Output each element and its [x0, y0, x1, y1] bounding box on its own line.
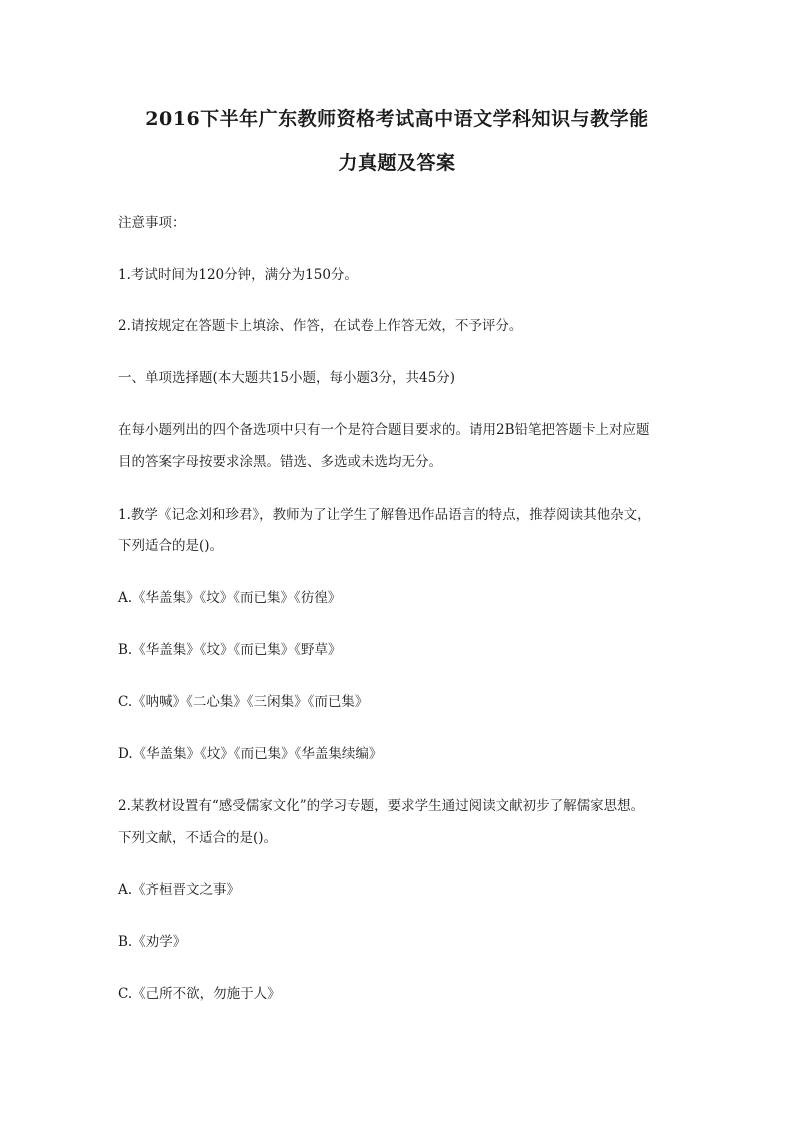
- question-1-option-c: C.《呐喊》《二心集》《三闲集》《而已集》: [118, 694, 369, 710]
- question-1-option-b: B.《华盖集》《坟》《而已集》《野草》: [118, 642, 342, 658]
- document-title-line-2: 力真题及答案: [338, 152, 456, 174]
- notice-heading: 注意事项：: [118, 215, 186, 231]
- question-2-option-b: B.《劝学》: [118, 934, 187, 950]
- question-1-option-d: D.《华盖集》《坟》《而已集》《华盖集续编》: [118, 746, 383, 762]
- document-title-line-1: 2016下半年广东教师资格考试高中语文学科知识与教学能: [145, 108, 649, 130]
- question-2-stem-line-2: 下列文献，不适合的是()。: [118, 830, 278, 846]
- question-2-stem-line-1: 2.某教材设置有“感受儒家文化”的学习专题，要求学生通过阅读文献初步了解儒家思想。: [118, 798, 645, 814]
- section-heading: 一、单项选择题(本大题共15小题，每小题3分，共45分): [118, 370, 455, 386]
- question-2-option-a: A.《齐桓晋文之事》: [118, 882, 241, 898]
- question-1-stem-line-2: 下列适合的是()。: [118, 538, 224, 554]
- question-1-stem-line-1: 1.教学《记念刘和珍君》，教师为了让学生了解鲁迅作品语言的特点，推荐阅读其他杂文，: [118, 507, 651, 523]
- question-1-option-a: A.《华盖集》《坟》《而已集》《彷徨》: [118, 590, 342, 606]
- notice-item-1: 1.考试时间为120分钟，满分为150分。: [118, 267, 358, 283]
- instruction-line-1: 在每小题列出的四个备选项中只有一个是符合题目要求的。请用2B铅笔把答题卡上对应题: [118, 422, 650, 438]
- notice-item-2: 2.请按规定在答题卡上填涂、作答，在试卷上作答无效，不予评分。: [118, 318, 523, 334]
- instruction-line-2: 目的答案字母按要求涂黑。错选、多选或未选均无分。: [118, 454, 442, 470]
- question-2-option-c: C.《己所不欲，勿施于人》: [118, 986, 281, 1002]
